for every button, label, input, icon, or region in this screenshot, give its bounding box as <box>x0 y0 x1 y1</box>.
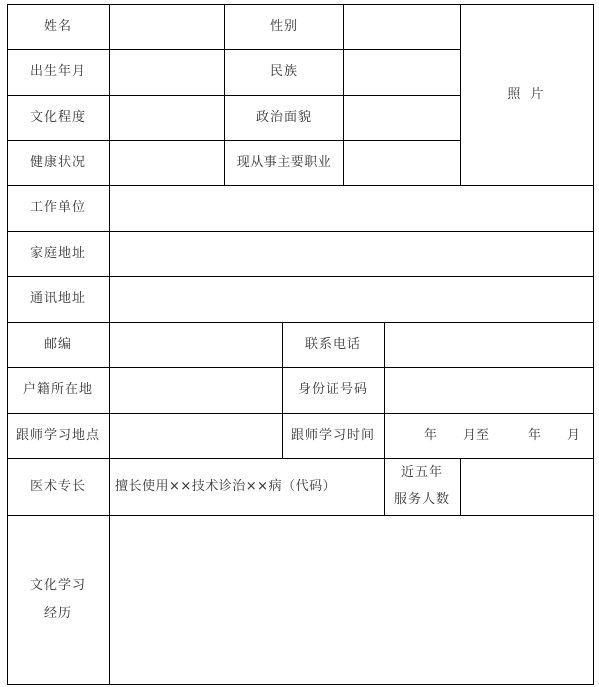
health-field[interactable] <box>110 141 224 185</box>
row-border <box>7 684 594 685</box>
postcode-label: 邮编 <box>43 337 73 352</box>
id-number-field[interactable] <box>385 368 593 413</box>
mail-address-label: 通讯地址 <box>29 291 87 306</box>
photo-label: 照 片 <box>507 87 547 102</box>
edu-history-field[interactable] <box>110 516 593 684</box>
row-border <box>7 413 594 414</box>
edu-history-label-line2: 经历 <box>43 606 73 621</box>
study-time-value[interactable]: 年 月至 年 月 <box>423 428 581 443</box>
home-address-label: 家庭地址 <box>29 246 87 261</box>
household-field[interactable] <box>110 368 282 413</box>
edu-history-label-line1: 文化学习 <box>29 578 87 593</box>
home-address-field[interactable] <box>110 232 593 276</box>
employer-label: 工作单位 <box>29 200 87 215</box>
study-time-label: 跟师学习时间 <box>290 428 376 443</box>
name-field[interactable] <box>110 5 224 49</box>
specialty-value[interactable]: 擅长使用××技术诊治××病（代码） <box>115 479 337 494</box>
ethnicity-label: 民族 <box>269 64 299 79</box>
patients-count-field[interactable] <box>461 459 593 515</box>
mail-address-field[interactable] <box>110 277 593 322</box>
politics-field[interactable] <box>344 96 460 140</box>
employer-field[interactable] <box>110 186 593 231</box>
birth-label: 出生年月 <box>29 64 87 79</box>
gender-label: 性别 <box>269 19 299 34</box>
occupation-label: 现从事主要职业 <box>236 155 332 170</box>
photo-field[interactable] <box>461 5 593 185</box>
ethnicity-field[interactable] <box>344 50 460 95</box>
phone-label: 联系电话 <box>304 337 362 352</box>
politics-label: 政治面貌 <box>255 110 313 125</box>
col-border <box>593 4 594 685</box>
occupation-field[interactable] <box>344 141 460 185</box>
birth-field[interactable] <box>110 50 224 95</box>
study-place-label: 跟师学习地点 <box>15 428 101 443</box>
specialty-label: 医术专长 <box>29 479 87 494</box>
patients-label-line1: 近五年 <box>400 465 444 480</box>
phone-field[interactable] <box>385 323 593 367</box>
patients-label-line2: 服务人数 <box>393 492 451 507</box>
study-place-field[interactable] <box>110 414 282 458</box>
id-number-label: 身份证号码 <box>297 382 369 397</box>
education-field[interactable] <box>110 96 224 140</box>
col-border <box>7 4 8 685</box>
household-label: 户籍所在地 <box>22 382 94 397</box>
col-border <box>282 322 283 459</box>
health-label: 健康状况 <box>29 155 87 170</box>
col-border <box>224 4 225 186</box>
col-border <box>384 458 385 516</box>
gender-field[interactable] <box>344 5 460 49</box>
postcode-field[interactable] <box>110 323 282 367</box>
name-label: 姓名 <box>43 19 73 34</box>
education-label: 文化程度 <box>29 110 87 125</box>
